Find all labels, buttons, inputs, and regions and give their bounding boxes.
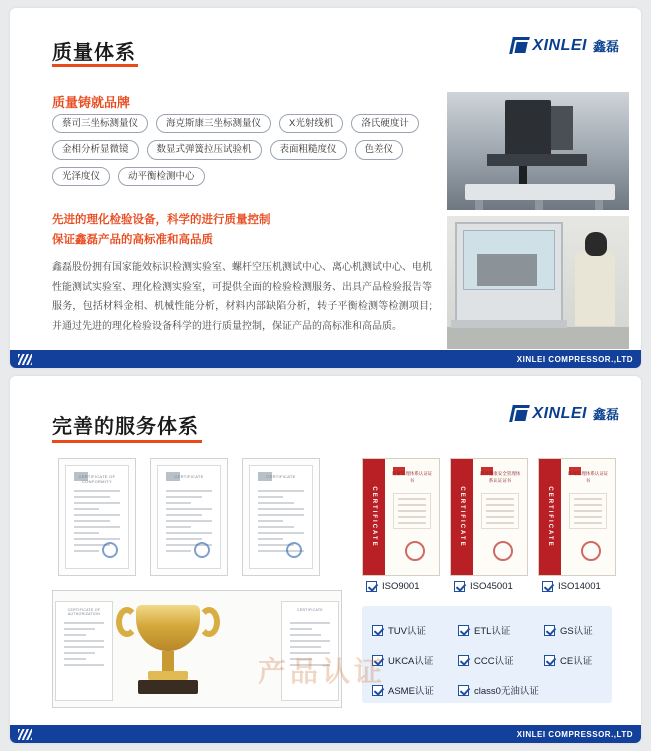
footer-bar-quality [10,350,641,368]
iso-label-text: ISO14001 [558,581,601,592]
certificate-card [58,458,136,576]
watermark-text: 产品认证 [258,656,387,687]
certification-label: CCC认证 [474,656,514,667]
certification-item-ccc [458,653,514,667]
equipment-tag-list [52,114,432,186]
certificate-header: CERTIFICATE [174,474,204,479]
certification-item-etl [458,623,510,637]
lab-photo [447,216,629,349]
iso-label-text: ISO9001 [382,581,420,592]
highlight-line-1: 先进的理化检验设备，科学的进行质量控制 [52,214,271,226]
equipment-tag: 海克斯康三坐标测量仪 [156,114,271,133]
cert-stamp-icon [493,541,513,561]
equipment-tag: 金相分析显微镜 [52,140,139,159]
equipment-tag: 蔡司三坐标测量仪 [52,114,148,133]
equipment-tag: 动平衡检测中心 [118,167,205,186]
cert-stamp-icon [405,541,425,561]
iso-label-iso45001 [454,581,513,592]
certification-label: ASME认证 [388,686,434,697]
brand-logo-service [511,404,619,423]
certification-item-tuv [372,623,426,637]
iso-label-text: ISO45001 [470,581,513,592]
logo-mark-icon [510,405,531,422]
certificate-header: CERTIFICATE OF AUTHORIZATION [67,608,101,616]
footer-text: XINLEI COMPRESSOR.,LTD [516,729,633,739]
check-icon [458,625,469,636]
check-icon [372,625,383,636]
certificate-header: CERTIFICATE [297,608,323,612]
quality-subtitle: 质量铸就品牌 [52,95,131,110]
cert-title: 职业健康安全管理体系认证证书 [479,471,521,483]
certification-item-ce [544,653,592,667]
highlight-line-2: 保证鑫磊产品的高标准和高品质 [52,234,213,246]
check-icon [544,625,555,636]
equipment-tag: 洛氏硬度计 [351,114,419,133]
service-title-underline [52,440,202,443]
cert-stamp-icon [581,541,601,561]
quality-paragraph: 鑫磊股份拥有国家能效标识检测实验室、螺杆空压机测试中心、离心机测试中心、电机性能测试实验室、理化检测实验室，可提供全面的检验检测服务、出具产品检验报告等服务，包括材料金相、机械性能分析，材料内部缺陷分析，转子平衡检测等检测项目;并通过先进的理化检验设备科学的进行质量控制，保证产品的高标准和高品质。 [52,262,432,332]
certification-item-ukca [372,653,433,667]
iso-certificate-card [450,458,528,576]
brand-name-cn: 鑫磊 [592,407,619,422]
check-icon [366,581,377,592]
cert-spine-label: CERTIFICATE [459,486,465,548]
certification-label: ETL认证 [474,626,511,637]
certificate-card [55,601,113,701]
certification-label: CE认证 [560,656,593,667]
certificate-header: CERTIFICATE OF CONFORMITY [78,474,116,484]
iso-label-iso9001 [366,581,420,592]
cert-seal-icon [102,542,118,558]
brand-logo [511,36,619,55]
equipment-tag: 数显式弹簧拉压试验机 [147,140,262,159]
brand-name-en: XINLEI [532,404,587,422]
footer-text: XINLEI COMPRESSOR.,LTD [516,354,633,364]
footer-logo-icon [18,354,32,365]
footer-bar-service [10,725,641,743]
certification-label: TUV认证 [388,626,427,637]
cert-spine-label: CERTIFICATE [547,486,553,548]
service-system-panel [10,376,641,743]
page-title: 质量体系 [52,42,136,64]
cert-title: 质量管理体系认证证书 [391,471,433,483]
equipment-tag: 光泽度仪 [52,167,110,186]
check-icon [454,581,465,592]
service-title: 完善的服务体系 [52,416,199,438]
footer-logo-icon [18,729,32,740]
certification-item-gs [544,623,593,637]
check-icon [372,655,383,666]
cert-seal-icon [194,542,210,558]
brand-name-en: XINLEI [532,36,587,54]
certificate-card [150,458,228,576]
iso-certificate-card [362,458,440,576]
certificate-header: CERTIFICATE [266,474,296,479]
certification-label: UKCA认证 [388,656,434,667]
cert-title: 环境管理体系认证证书 [567,471,609,483]
certification-label: class0无油认证 [474,686,539,697]
brand-name-cn: 鑫磊 [592,39,619,54]
check-icon [458,655,469,666]
equipment-tag: 表面粗糙度仪 [270,140,347,159]
cert-seal-icon [286,542,302,558]
certification-label: GS认证 [560,626,593,637]
trophy-icon [108,591,228,709]
certificate-card [242,458,320,576]
trophy-award-photo [52,590,342,708]
check-icon [372,685,383,696]
certification-item-class0 [458,683,539,697]
certification-item-asme [372,683,434,697]
equipment-tag: X光射线机 [279,114,343,133]
certificate-card [281,601,339,701]
cmm-machine-photo [447,92,629,210]
check-icon [544,655,555,666]
check-icon [458,685,469,696]
cert-spine-label: CERTIFICATE [371,486,377,548]
check-icon [542,581,553,592]
quality-system-panel [10,8,641,368]
iso-label-iso14001 [542,581,601,592]
logo-mark-icon [510,37,531,54]
iso-certificate-card [538,458,616,576]
equipment-tag: 色差仪 [355,140,404,159]
title-underline [52,64,138,67]
